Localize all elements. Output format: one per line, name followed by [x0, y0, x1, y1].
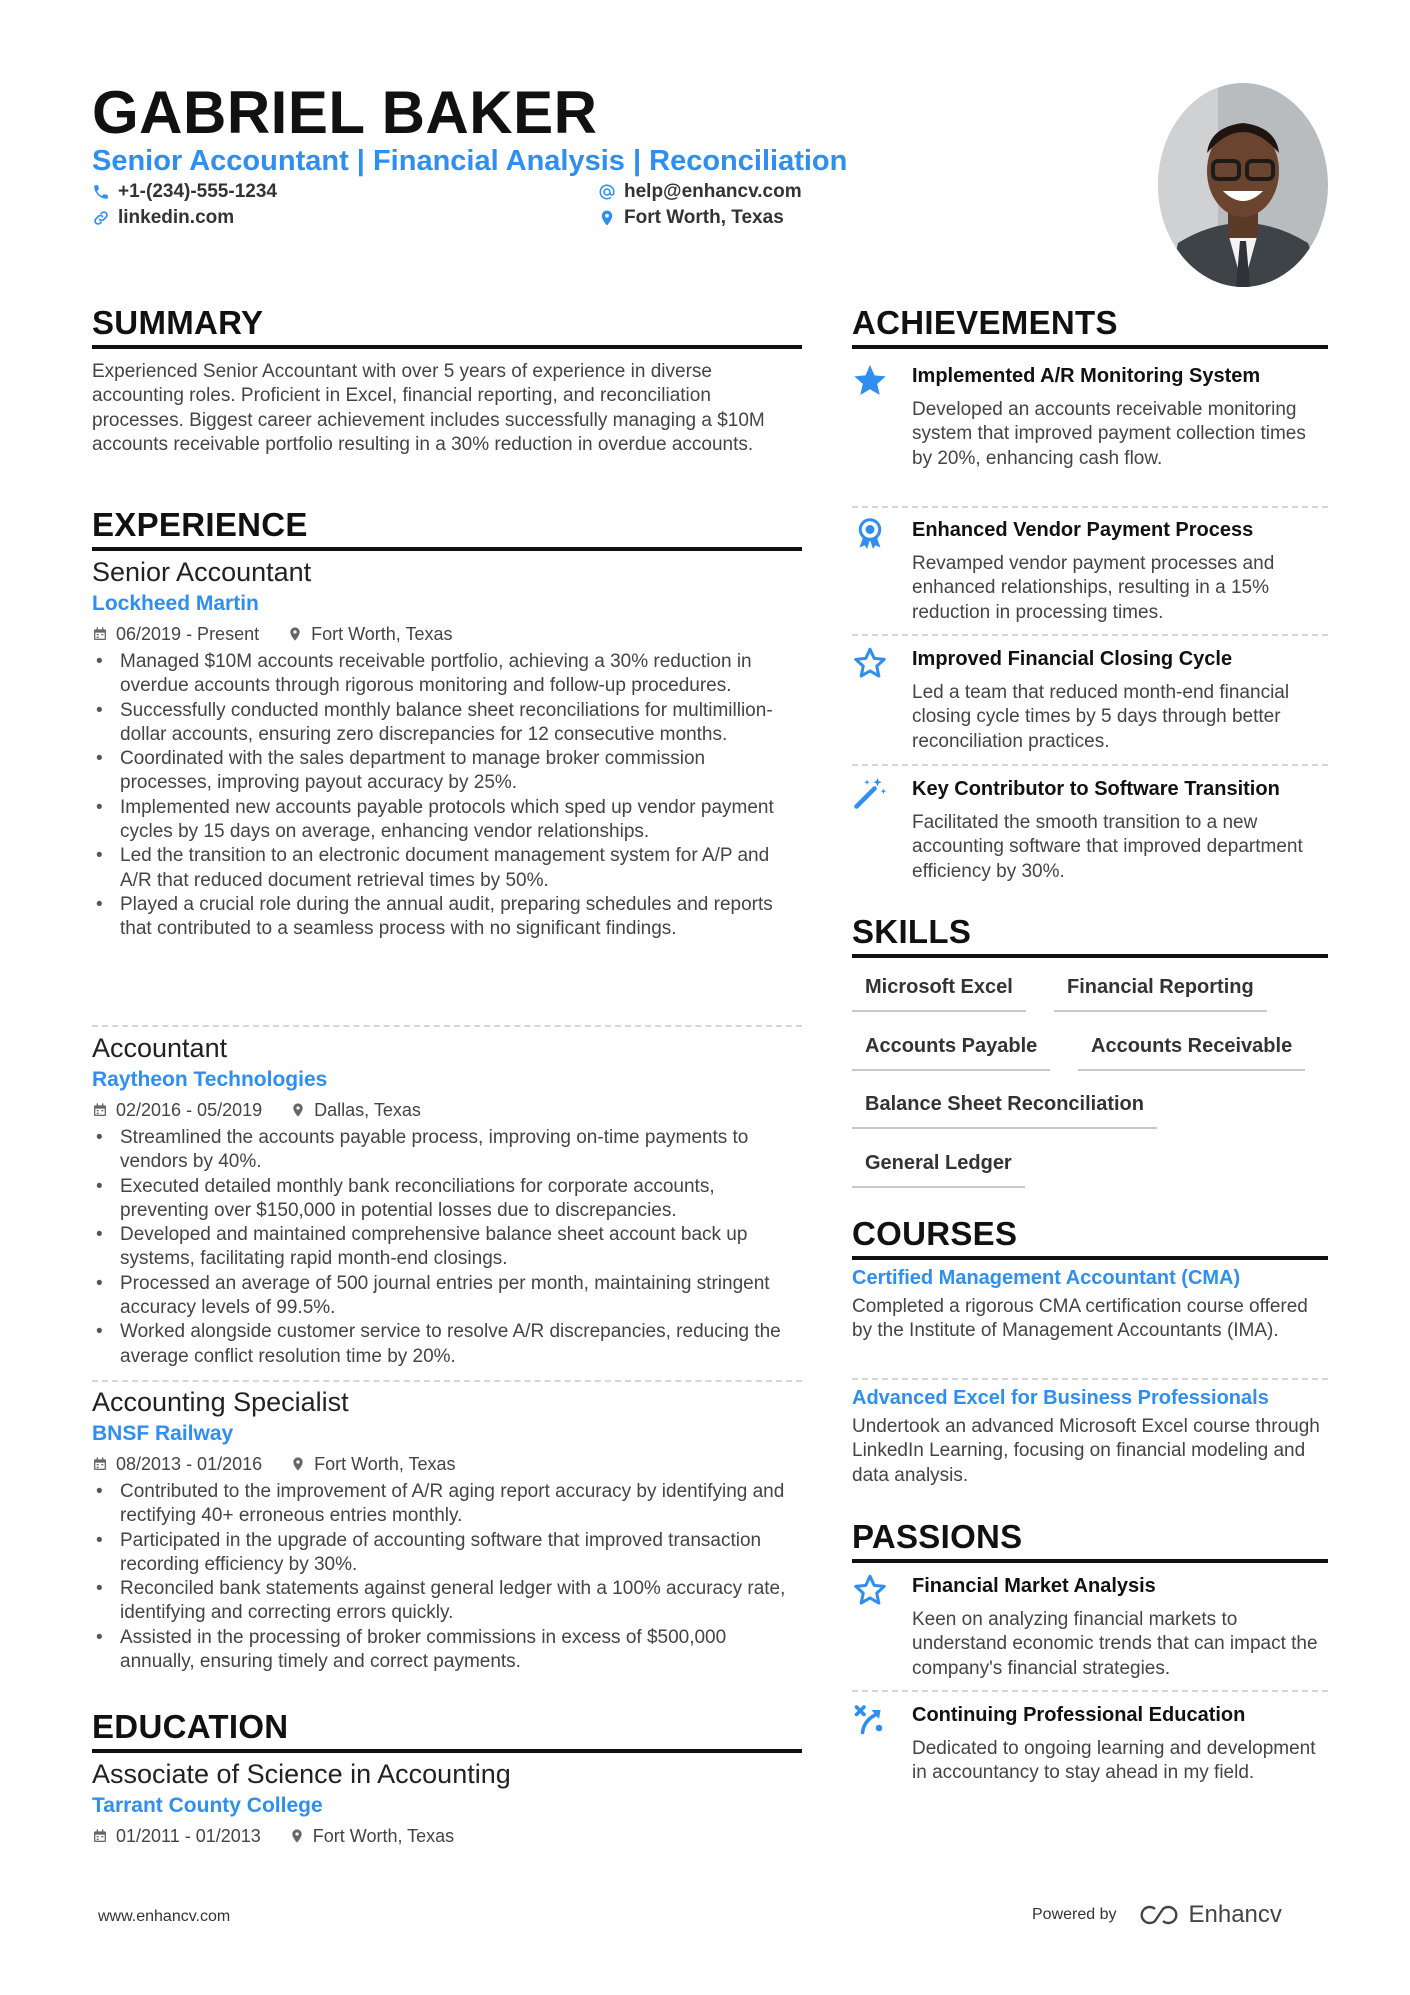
location-pin-icon — [598, 209, 616, 227]
star-outline-icon — [852, 645, 888, 681]
link-icon — [92, 209, 110, 227]
education-location: Fort Worth, Texas — [289, 1824, 454, 1848]
courses-heading: COURSES — [852, 1215, 1018, 1252]
achievement-separator — [852, 634, 1328, 636]
job-title: Senior Accountant — [92, 557, 312, 587]
bullet-item: • Worked alongside customer service to resolve A/R discrepancies, reducing the average conflict resolution time by 20%. — [92, 1320, 802, 1369]
award-ribbon-icon — [852, 516, 888, 552]
achievements-heading: ACHIEVEMENTS — [852, 304, 1118, 341]
job-bullets — [92, 650, 802, 942]
bullet-item: • Executed detailed monthly bank reconciliations for corporate accounts, preventing over $150,000 in potential losses due to discrepancies. — [92, 1175, 802, 1224]
experience-heading: EXPERIENCE — [92, 506, 308, 543]
job-entry — [92, 1031, 802, 1369]
powered-by-label: Powered by — [1032, 1906, 1117, 1923]
profile-photo — [1158, 83, 1328, 287]
job-bullets — [92, 1126, 802, 1369]
bullet-item: • Coordinated with the sales department to manage broker commission processes, improving payout accuracy by 25%. — [92, 747, 802, 796]
phone-text[interactable]: +1-(234)-555-1234 — [118, 181, 277, 202]
footer-website[interactable]: www.enhancv.com — [98, 1908, 231, 1925]
bullet-item: • Developed and maintained comprehensive balance sheet account back up systems, facilitating rapid month-end closings. — [92, 1223, 802, 1272]
star-outline-icon — [852, 1572, 888, 1608]
passion-desc: Keen on analyzing financial markets to understand economic trends that can impact the company's financial strategies. — [912, 1609, 1318, 1679]
skills-divider — [852, 954, 1328, 958]
passion-title: Financial Market Analysis — [912, 1575, 1156, 1597]
bullet-item: • Led the transition to an electronic document management system for A/P and A/R that reduced document retrieval times by 50%. — [92, 844, 802, 893]
achievement-item — [852, 362, 1328, 502]
course-item — [852, 1384, 1328, 1488]
achievement-title: Key Contributor to Software Transition — [912, 778, 1280, 800]
bullet-item: • Implemented new accounts payable protocols which sped up vendor payment cycles by 15 days on average, enhancing vendor relationships. — [92, 796, 802, 845]
candidate-headline: Senior Accountant | Financial Analysis | Reconciliation — [92, 145, 848, 177]
course-desc: Undertook an advanced Microsoft Excel course through LinkedIn Learning, focusing on financial modeling and data analysis. — [852, 1416, 1320, 1486]
passions-divider — [852, 1559, 1328, 1563]
achievement-item — [852, 775, 1328, 885]
achievement-separator — [852, 506, 1328, 508]
job-title: Accountant — [92, 1033, 228, 1063]
education-entry — [92, 1757, 802, 1848]
job-dates: 08/2013 - 01/2016 — [92, 1452, 262, 1476]
brand-name: Enhancv — [1188, 1901, 1282, 1928]
contact-location — [598, 206, 784, 230]
location-text: Fort Worth, Texas — [624, 207, 784, 228]
course-item — [852, 1264, 1328, 1344]
bullet-item: • Participated in the upgrade of accounting software that improved transaction recording efficiency by 30%. — [92, 1529, 802, 1578]
achievement-title: Enhanced Vendor Payment Process — [912, 519, 1254, 541]
achievement-item — [852, 516, 1328, 626]
achievement-desc: Facilitated the smooth transition to a new accounting software that improved department efficiency by 30%. — [912, 812, 1303, 882]
enhancv-logo-icon — [1137, 1903, 1181, 1927]
course-title: Certified Management Accountant (CMA) — [852, 1267, 1241, 1289]
achievement-title: Implemented A/R Monitoring System — [912, 365, 1261, 387]
education-dates: 01/2011 - 01/2013 — [92, 1824, 261, 1848]
courses-divider — [852, 1256, 1328, 1260]
job-title: Accounting Specialist — [92, 1387, 349, 1417]
job-meta — [92, 1452, 802, 1476]
job-separator — [92, 1025, 802, 1027]
passion-item — [852, 1572, 1328, 1692]
job-dates: 06/2019 - Present — [92, 622, 259, 646]
contact-phone — [92, 180, 277, 204]
location-pin-icon — [290, 1456, 306, 1472]
bullet-item: • Played a crucial role during the annual audit, preparing schedules and reports that contributed to a seamless process with no significant findings. — [92, 893, 802, 942]
calendar-icon — [92, 1828, 108, 1844]
location-pin-icon — [289, 1828, 305, 1844]
passions-heading: PASSIONS — [852, 1518, 1023, 1555]
contact-linkedin — [92, 206, 234, 230]
skill-tag: Accounts Payable — [852, 1033, 1050, 1071]
bullet-item: • Contributed to the improvement of A/R aging report accuracy by identifying and rectifying 40+ erroneous entries monthly. — [92, 1480, 802, 1529]
strategy-icon — [852, 1701, 888, 1737]
skill-tag: General Ledger — [852, 1150, 1025, 1188]
bullet-item: • Managed $10M accounts receivable portfolio, achieving a 30% reduction in overdue accounts through rigorous monitoring and follow-up procedures. — [92, 650, 802, 699]
summary-text: Experienced Senior Accountant with over 5 years of experience in diverse accounting roles. Proficient in Excel, financial reporting, and reconciliation processes. Biggest career achievement includes successfully managing a $10M accounts receivable portfolio resulting in a 30% reduction in overdue accounts. — [92, 361, 765, 455]
course-separator — [852, 1378, 1328, 1380]
footer-branding — [1032, 1901, 1282, 1929]
job-location: Fort Worth, Texas — [287, 622, 452, 646]
achievement-desc: Revamped vendor payment processes and enhanced relationships, resulting in a 15% reduction in processing times. — [912, 553, 1275, 623]
passion-separator — [852, 1690, 1328, 1692]
bullet-item: • Assisted in the processing of broker commissions in excess of $500,000 annually, ensuring timely and correct payments. — [92, 1626, 802, 1675]
job-separator — [92, 1380, 802, 1382]
passion-title: Continuing Professional Education — [912, 1704, 1246, 1726]
summary-divider — [92, 345, 802, 349]
calendar-icon — [92, 1102, 108, 1118]
education-heading: EDUCATION — [92, 1708, 289, 1745]
calendar-icon — [92, 1456, 108, 1472]
degree-title: Associate of Science in Accounting — [92, 1759, 511, 1789]
location-pin-icon — [290, 1102, 306, 1118]
linkedin-text[interactable]: linkedin.com — [118, 207, 235, 228]
achievement-item — [852, 645, 1328, 755]
course-title: Advanced Excel for Business Professionals — [852, 1387, 1269, 1409]
job-entry — [92, 1385, 802, 1674]
job-location: Dallas, Texas — [290, 1098, 421, 1122]
passion-item — [852, 1701, 1328, 1821]
skill-tag: Accounts Receivable — [1078, 1033, 1305, 1071]
bullet-item: • Processed an average of 500 journal entries per month, maintaining stringent accuracy levels of 99.5%. — [92, 1272, 802, 1321]
brand-logo — [1137, 1901, 1282, 1929]
email-text[interactable]: help@enhancv.com — [624, 181, 802, 202]
education-meta — [92, 1824, 802, 1848]
job-company: Raytheon Technologies — [92, 1068, 328, 1091]
job-entry — [92, 555, 802, 942]
achievement-desc: Led a team that reduced month-end financial closing cycle times by 5 days through better reconciliation practices. — [912, 682, 1290, 752]
school-name: Tarrant County College — [92, 1794, 323, 1817]
star-filled-icon — [852, 362, 888, 398]
phone-icon — [92, 183, 110, 201]
job-meta — [92, 622, 802, 646]
achievement-title: Improved Financial Closing Cycle — [912, 648, 1233, 670]
passion-desc: Dedicated to ongoing learning and development in accountancy to stay ahead in my field. — [912, 1738, 1316, 1784]
job-company: Lockheed Martin — [92, 592, 259, 615]
course-desc: Completed a rigorous CMA certification course offered by the Institute of Management Accountants (IMA). — [852, 1296, 1308, 1342]
calendar-icon — [92, 626, 108, 642]
at-sign-icon — [598, 183, 616, 201]
skill-tag: Microsoft Excel — [852, 974, 1026, 1012]
achievement-separator — [852, 764, 1328, 766]
education-divider — [92, 1749, 802, 1753]
magic-wand-icon — [852, 775, 888, 811]
job-bullets — [92, 1480, 802, 1674]
bullet-item: • Streamlined the accounts payable process, improving on-time payments to vendors by 40%. — [92, 1126, 802, 1175]
job-location: Fort Worth, Texas — [290, 1452, 455, 1476]
skill-tag: Balance Sheet Reconciliation — [852, 1091, 1157, 1129]
summary-heading: SUMMARY — [92, 304, 264, 341]
achievement-desc: Developed an accounts receivable monitoring system that improved payment collection times by 20%, enhancing cash flow. — [912, 399, 1306, 469]
location-pin-icon — [287, 626, 303, 642]
experience-divider — [92, 547, 802, 551]
job-dates: 02/2016 - 05/2019 — [92, 1098, 262, 1122]
bullet-item: • Successfully conducted monthly balance sheet reconciliations for multimillion-dollar accounts, ensuring zero discrepancies for 12 consecutive months. — [92, 699, 802, 748]
job-company: BNSF Railway — [92, 1422, 234, 1445]
achievements-divider — [852, 345, 1328, 349]
skill-tag: Financial Reporting — [1054, 974, 1267, 1012]
candidate-name: GABRIEL BAKER — [92, 79, 598, 146]
job-meta — [92, 1098, 802, 1122]
bullet-item: • Reconciled bank statements against general ledger with a 100% accuracy rate, identifying and correcting errors quickly. — [92, 1577, 802, 1626]
skills-heading: SKILLS — [852, 913, 972, 950]
contact-email — [598, 180, 802, 204]
